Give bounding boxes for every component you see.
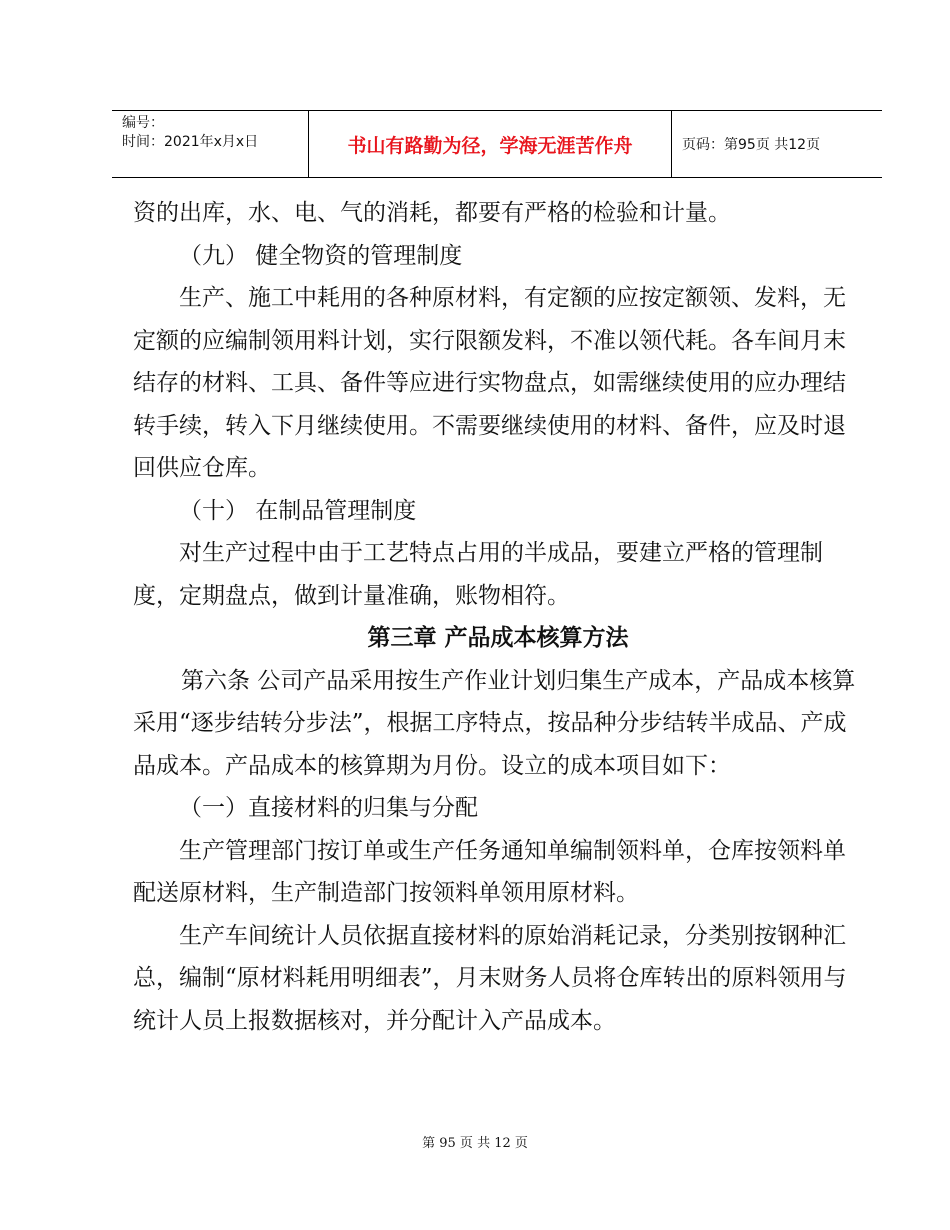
paragraph: 生产车间统计人员依据直接材料的原始消耗记录，分类别按钢种汇总，编制“原材料耗用明细表”，月末财务人员将仓库转出的原料领用与统计人员上报数据核对，并分配计入产品成本。	[133, 922, 847, 1034]
page-info-text: 页码：第95页 共12页	[682, 137, 821, 153]
subsection-heading: （一）直接材料的归集与分配	[179, 795, 478, 821]
paragraph-continuation: 资的出库，水、电、气的消耗，都要有严格的检验和计量。	[133, 200, 731, 226]
header-motto-cell	[309, 111, 672, 177]
document-header-table	[112, 110, 882, 178]
document-time-label: 时间：2021年x月x日	[122, 134, 259, 150]
document-body	[133, 192, 863, 1042]
paragraph: 对生产过程中由于工艺特点占用的半成品，要建立严格的管理制度，定期盘点，做到计量准确，账物相符。	[133, 540, 823, 609]
document-number-label: 编号：	[122, 115, 164, 131]
paragraph: 生产管理部门按订单或生产任务通知单编制领料单，仓库按领料单配送原材料，生产制造部门按领料单领用原材料。	[133, 837, 846, 906]
section-heading-9: （九） 健全物资的管理制度	[179, 242, 463, 269]
header-page-cell	[672, 111, 882, 177]
section-heading-10: （十） 在制品管理制度	[179, 497, 417, 524]
header-meta-cell	[112, 111, 309, 177]
paragraph: 生产、施工中耗用的各种原材料，有定额的应按定额领、发料，无定额的应编制领用料计划，实行限额发料，不准以领代耗。各车间月末结存的材料、工具、备件等应进行实物盘点，如需继续使用的应办理结转手续，转入下月继续使用。不需要继续使用的材料、备件，应及时退回供应仓库。	[133, 285, 846, 481]
chapter-heading: 第三章 产品成本核算方法	[367, 624, 629, 651]
motto-text: 书山有路勤为径，学海无涯苦作舟	[347, 134, 633, 157]
article-paragraph: 第六条 公司产品采用按生产作业计划归集生产成本，产品成本核算采用“逐步结转分步法”，根据工序特点，按品种分步结转半成品、产成品成本。产品成本的核算期为月份。设立的成本项目如下：	[133, 667, 856, 779]
page-footer: 第 95 页 共 12 页	[422, 1136, 528, 1151]
